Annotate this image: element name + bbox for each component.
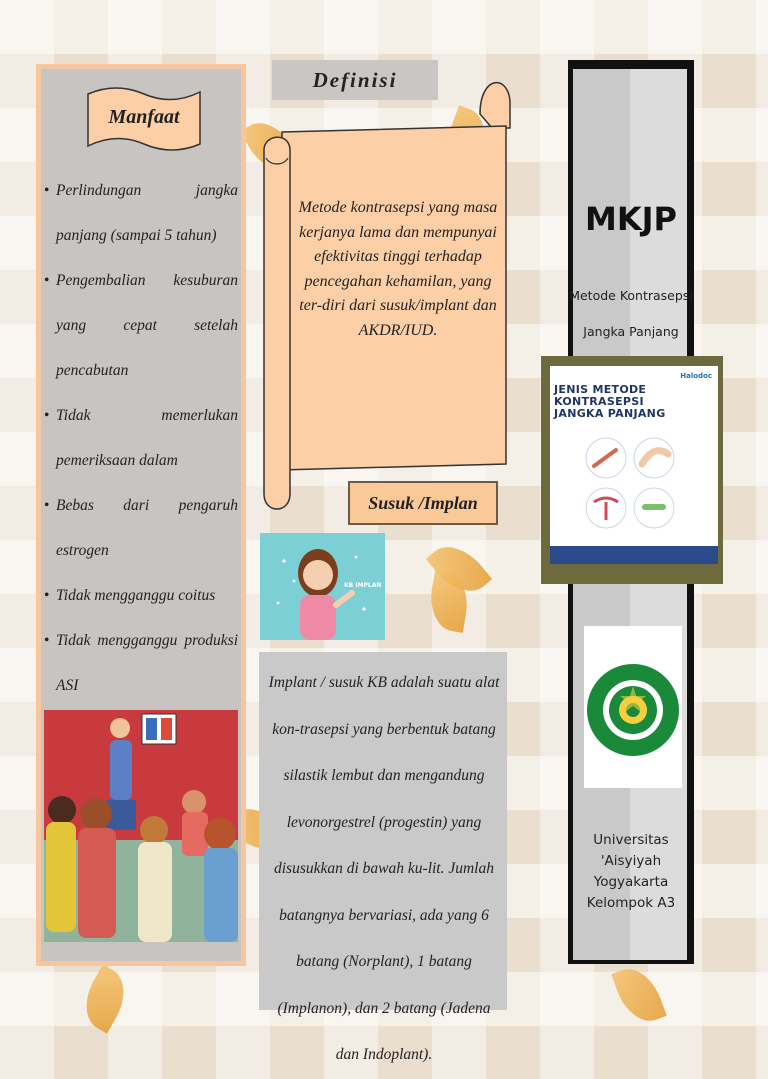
list-item: • Tidak mengganggu coitus: [44, 573, 238, 618]
benefit-list: [44, 168, 238, 798]
poster-footer: [550, 546, 718, 564]
list-item: • Pengembalian kesuburan yang cepat setelah pencabutan: [44, 258, 238, 393]
mkjp-title: MKJP: [585, 200, 677, 238]
woman-image-label: KB IMPLAN: [344, 582, 382, 589]
poster-illustrations: [550, 430, 718, 550]
list-item: • Perlindungan jangka panjang (sampai 5 tahun): [44, 168, 238, 258]
subtitle-line: Jangka Panjang: [583, 324, 679, 339]
university-name-line: 'Aisyiyah: [600, 853, 662, 869]
susuk-implan-title: Susuk /Implan: [348, 481, 498, 525]
list-item: • Tidak memerlukan pemeriksaan dalam: [44, 393, 238, 483]
poster-logo: Halodoc: [680, 372, 712, 380]
definisi-title: Definisi: [272, 60, 438, 100]
poster-title: JENIS METODE KONTRASEPSI JANGKA PANJANG: [554, 383, 666, 420]
leaf-decoration: [611, 961, 667, 1028]
implant-description-text: Implant / susuk KB adalah suatu alat kon-trasepsi yang berbentuk batang silastik lembut dan mengandung levonorgestrel (progestin) yang disusukkan di bawah ku-lit. Jumlah batangnya bervariasi, ada yang 6 batang (Norplant), 1 batang (Implanon), dan 2 batang (Jadena dan Indoplant).: [268, 674, 500, 1063]
woman-illustration: [260, 533, 385, 640]
group-label: Kelompok A3: [586, 895, 676, 911]
definition-text: Metode kontrasepsi yang masa kerjanya lama dan mempunyai efektivitas tinggi terhadap pencegahan kehamilan, yang ter-diri dari susuk/implant dan AKDR/IUD.: [298, 199, 498, 339]
list-item: • Bebas dari pengaruh estrogen: [44, 483, 238, 573]
university-name-line: Universitas: [593, 832, 669, 848]
university-logo: [584, 626, 682, 788]
manfaat-banner: [86, 84, 202, 154]
subtitle-line: Metode Kontrasepsi: [569, 288, 693, 303]
classroom-illustration: [44, 710, 238, 942]
mkjp-subtitle: [568, 278, 694, 350]
contraception-poster: [550, 366, 718, 564]
list-item: • Tidak mengganggu produksi ASI: [44, 618, 238, 708]
leaf-decoration: [74, 964, 136, 1033]
university-info: [568, 830, 694, 914]
manfaat-title: Manfaat: [108, 106, 180, 128]
university-name-line: Yogyakarta: [593, 874, 669, 890]
